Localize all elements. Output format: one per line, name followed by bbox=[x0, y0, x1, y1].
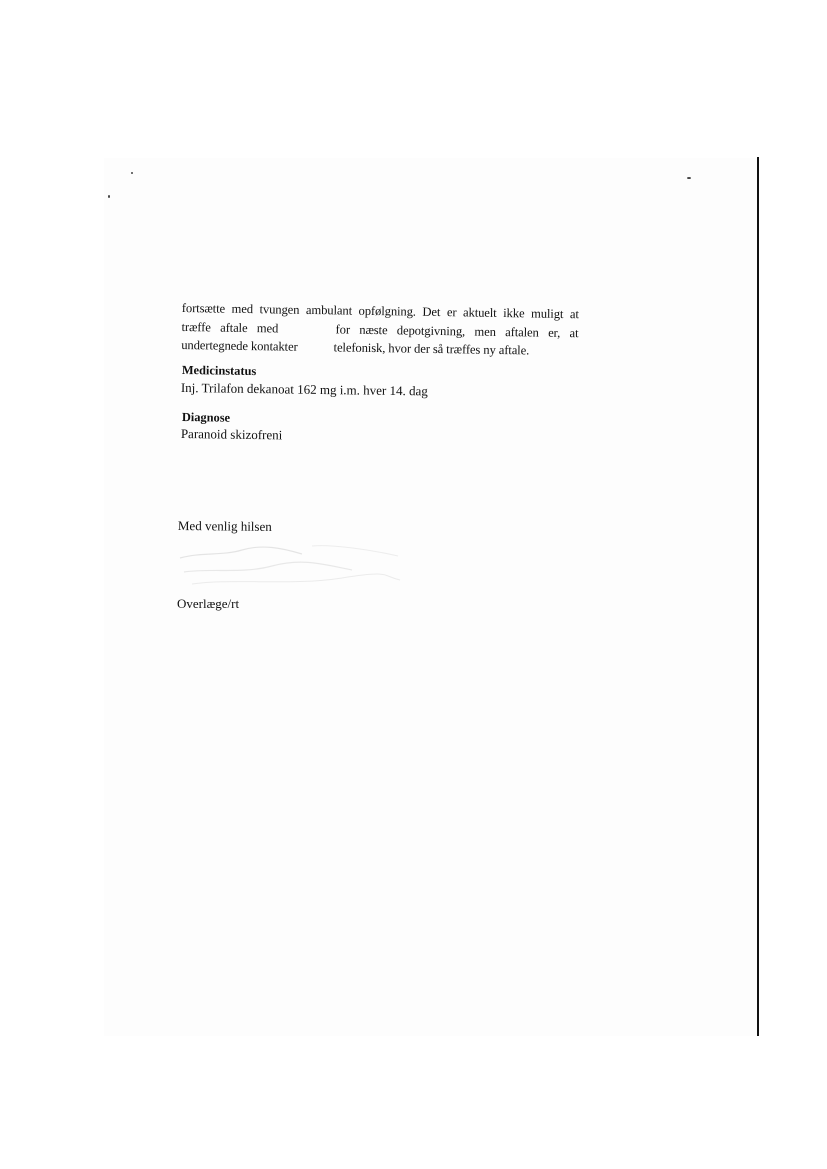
scan-speck bbox=[108, 195, 110, 198]
scan-speck bbox=[687, 177, 691, 179]
scan-edge-line bbox=[757, 157, 759, 1036]
paragraph-line-3-end: telefonisk, hvor der så træffes ny aftale. bbox=[333, 340, 530, 358]
diagnose-text: Paranoid skizofreni bbox=[180, 426, 283, 443]
letter-paragraph bbox=[181, 299, 579, 361]
medicinstatus-text: Inj. Trilafon dekanoat 162 mg i.m. hver 14. dag bbox=[180, 380, 428, 399]
paragraph-line-2-start: træffe aftale med bbox=[181, 319, 279, 336]
signer-title: Overlæge/rt bbox=[177, 596, 240, 611]
paragraph-line-2-end: for næste depotgivning, men aftalen er, at bbox=[335, 321, 579, 340]
signature-image bbox=[172, 538, 408, 596]
medicinstatus-heading: Medicinstatus bbox=[181, 363, 257, 379]
diagnose-heading: Diagnose bbox=[181, 410, 231, 425]
scan-speck bbox=[131, 172, 133, 174]
paragraph-line-3-start: undertegnede kontakter bbox=[181, 337, 298, 354]
closing-salutation: Med venlig hilsen bbox=[177, 518, 272, 534]
paragraph-line-1: fortsætte med tvungen ambulant opfølgning. Det er aktuelt ikke muligt at bbox=[181, 300, 579, 322]
